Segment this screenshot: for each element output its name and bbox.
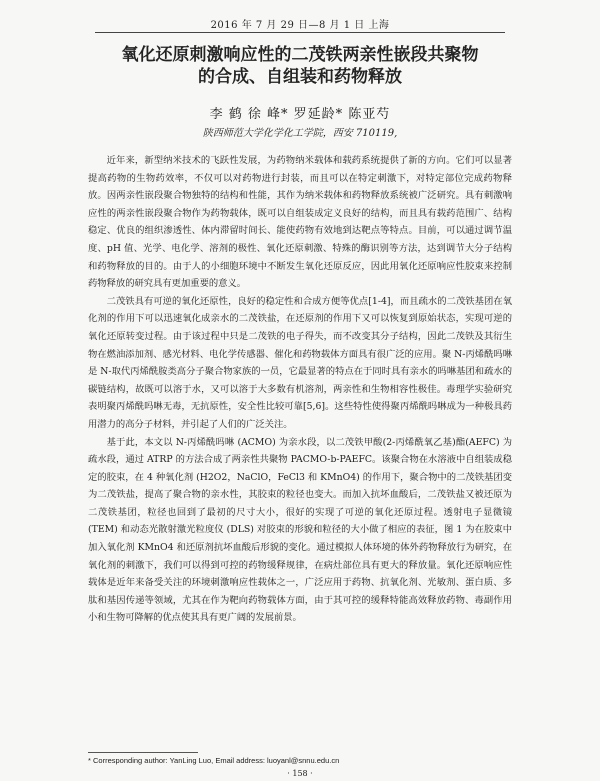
affiliation: 陕西师范大学化学化工学院，西安 710119,: [202, 128, 398, 139]
title-line-2: 的合成、自组装和药物释放: [198, 67, 402, 87]
abstract-body: [88, 152, 512, 627]
corresponding-author-footnote: * Corresponding author: YanLing Luo, Email address: luoyanl@snnu.edu.cn: [88, 756, 340, 765]
running-header: 2016 年 7 月 29 日—8 月 1 日 上海: [210, 20, 390, 31]
page-number: · 158 ·: [287, 769, 313, 778]
author-list: 李 鹤 徐 峰* 罗延龄* 陈亚芍: [209, 107, 391, 122]
paragraph-2: 二茂铁具有可逆的氧化还原性，良好的稳定性和合成方便等优点[1-4]，而且疏水的二茂铁基团在氧化剂的作用下可以迅速氧化成亲水的二茂铁盐，在还原剂的作用下又可以恢复到原始状态，实现可逆的氧化还原转变过程。由于该过程中只是二茂铁的电子得失，而不改变其分子结构，因此二茂铁及其衍生物在燃油添加剂、感光材料、电化学传感器、催化和药物载体方面具有很广泛的应用。聚 N-丙烯酰吗啉是 N-取代丙烯酰胺类高分子聚合物家族的一员，它最显著的特点在于同时具有亲水的吗啉基团和疏水的碳链结构，故既可以溶于水，又可以溶于大多数有机溶剂，两亲性和生物相容性极佳。毒理学实验研究表明聚丙烯酰吗啉无毒，无抗原性，安全性比较可靠[5,6]。这些特性使得聚丙烯酰吗啉成为一种极具药用潜力的高分子材料，并引起了人们的广泛关注。: [88, 295, 512, 430]
paper-title: [60, 44, 540, 88]
paragraph-3: 基于此，本文以 N-丙烯酰吗啉 (ACMO) 为亲水段，以二茂铁甲酸(2-丙烯酰氧乙基)酯(AEFC) 为疏水段，通过 ATRP 的方法合成了两亲性共聚物 PACMO-b-PAEFC。该聚合物在水溶液中自组装成稳定的胶束，在 4 种氧化剂 (H2O2，NaClO，FeCl3 和 KMnO4) 的作用下，聚合物中的二茂铁基团变为二茂铁盐，提高了聚合物的亲水性，其胶束的粒径也变大。而加入抗坏血酸后，二茂铁盐又被还原为二茂铁基团，粒径也回到了最初的尺寸大小，很好的实现了可逆的氧化还原过程。透射电子显微镜 (TEM) 和动态光散射激光粒度仪 (DLS) 对胶束的形貌和粒径的大小做了相应的表征，图 1 为在胶束中加入氧化剂 KMnO4 和还原剂抗坏血酸后形貌的变化。通过模拟人体环境的体外药物释放行为研究，在氧化剂的刺激下，我们可以得到可控的药物缓释规律，在病灶部位具有更大的释放量。氧化还原响应性载体是近年来备受关注的环境刺激响应性载体之一，广泛应用于药物、抗氧化剂、光敏剂、蛋白质、多肽和基因传递等领域，尤其在作为靶向药物载体方面，由于其可控的缓释特能高效释放药物、毒副作用小和生物可降解的优点使其具有更广阔的发展前景。: [88, 436, 512, 624]
header-divider: [95, 32, 505, 33]
paragraph-1: 近年来，新型纳米技术的飞跃性发展，为药物纳米载体和载药系统提供了新的方向。它们可以显著提高药物的生物药效率，不仅可以对药物进行封装，而且可以在特定刺激下，对特定部位完成药物释放。因两亲性嵌段聚合物独特的结构和性能，其作为纳米载体和药物释放系统被广泛研究。具有刺激响应性的两亲性嵌段聚合物作为药物载体，既可以自组装成定义良好的结构，而且具有载药范围广、结构稳定、优良的组织渗透性、体内滞留时间长、能使药物有效地到达靶点等特点。目前，可以通过调节温度、pH 值、光学、电化学、溶剂的极性、氧化还原刺激、特殊的酶识别等方法，达到调节大分子结构和药物释放的目的。由于人的小细胞环境中不断发生氧化还原反应，因此用氧化还原响应性胶束来控制药物释放的研究具有更加重要的意义。: [88, 155, 512, 290]
title-line-1: 氧化还原刺激响应性的二茂铁两亲性嵌段共聚物: [121, 45, 479, 65]
footnote-divider: [88, 752, 198, 753]
